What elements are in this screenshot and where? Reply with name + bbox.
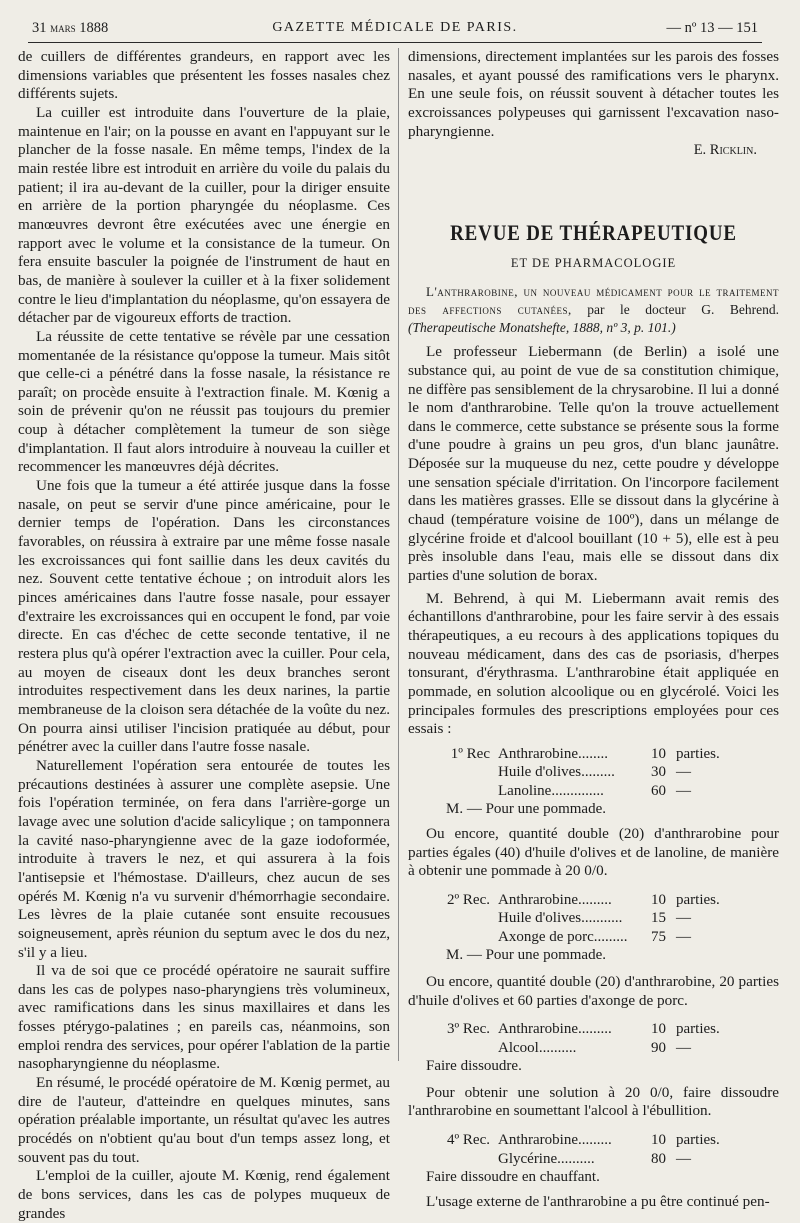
section-subtitle: ET DE PHARMACOLOGIE: [510, 255, 677, 270]
rx-row: Glycérine.......... 80 —: [498, 1150, 691, 1167]
rx-note: Faire dissoudre en chauffant.: [426, 1169, 600, 1186]
paragraph: L'usage externe de l'anthrarobine a pu être continué pen-: [426, 1192, 770, 1210]
rx-row: 1º Rec Anthrarobine........ 10 parties.: [450, 745, 720, 762]
page-header: [28, 8, 762, 43]
paragraph: L'emploi de la cuiller, ajoute M. Kœnig, rend également de bons services, dans les cas de polypes muqueux de grandes: [18, 1167, 390, 1222]
right-column: [408, 48, 779, 1211]
paragraph: La réussite de cette tentative se révèle par une cessation momentanée de la résistance qu'oppose la tumeur. Mais sitôt que celle-ci a pénétré dans la fosse nasale, la résistance re paraît; on procède ensuite à l'extraction finale. M. Kœnig a soin de prévenir qu'on ne réussit pas toujours du premier coup à détacher complètement la tumeur de son siège d'implantation. Il faut alors introduire à nouveau la cuiller et recommencer les manœuvres déjà décrites.: [18, 327, 390, 476]
paragraph: de cuillers de différentes grandeurs, en rapport avec les dimensions variables que présentent les fosses nasales chez différents sujets.: [18, 48, 390, 103]
date-year: 1888: [79, 20, 109, 36]
prescription-3: [408, 1020, 779, 1076]
prescription-4: [408, 1131, 779, 1187]
rx-row: Huile d'olives........... 15 —: [498, 910, 691, 927]
prescription-1: [408, 745, 779, 819]
paragraph: Naturellement l'opération sera entourée de toutes les précautions destinées à assurer une complète asepsie. Une fois l'opération terminée, on fera dans l'arrière-gorge un lavage avec une solution d'acide salicylique ; on tamponnera la cavité naso-pharyngienne avec de la gaze iodoformée, introduite à travers le nez, et qui assurera à la fois l'antisepsie et l'hémostase. D'ailleurs, chez aucun de ses opérés M. Kœnig n'a vu survenir d'hémorrhagie secondaire. Les lèvres de la plaie cutanée sont ensuite recousues soigneusement, après réunion du septum avec le dos du nez, s'il y a lieu.: [18, 756, 390, 961]
rx-row: Alcool.......... 90 —: [498, 1039, 691, 1056]
paragraph: dimensions, directement implantées sur les parois des fosses nasales, et ayant poussé des ramifications vers le pharynx. En une seule fois, on réussit souvent à détacher toutes les excroissances polypeuses qui garnissent l'excavation naso-pharyngienne.: [408, 48, 779, 140]
rx-note: Faire dissoudre.: [426, 1058, 522, 1075]
journal-title: GAZETTE MÉDICALE DE PARIS.: [272, 20, 518, 35]
paragraph: En résumé, le procédé opératoire de M. Kœnig permet, au dire de l'auteur, d'atteindre en quelques minutes, sans opération préalable importante, un résultat qu'avec les autres procédés on n'obtient qu'au bout d'un temps assez long, et souvent pas du tout.: [18, 1074, 390, 1166]
rx-row: 2º Rec. Anthrarobine......... 10 parties.: [447, 891, 720, 908]
paragraph: Une fois que la tumeur a été attirée jusque dans la fosse nasale, on peut se servir d'une pince américaine, pour le dernier temps de l'opération. Dans les circonstances favorables, on réussira à extraire par une même fosse nasale les excroissances qui font saillie dans les deux cavités du nez. Souvent cette tentative échoue ; on introduit alors les pinces américaines dans l'autre fosse nasale, pour essayer d'extraire les excroissances qui en occupent le fond, par voie directe. En cas d'échec de cette seconde tentative, il ne restera plus qu'à opérer l'extraction avec la cuiller. Pour cela, au moyen de ciseaux dont les deux branches seront introduites respectivement dans les deux narines, la partie membraneuse de la cloison sera détachée de la voûte du nez. On pourra ainsi utiliser l'incision pratiquée au début, pour pénétrer avec la cuiller dans l'autre fosse nasale.: [18, 477, 390, 756]
rx-note: M. — Pour une pommade.: [446, 947, 606, 964]
paragraph: La cuiller est introduite dans l'ouverture de la plaie, maintenue en l'air; on la pousse en avant en l'appuyant sur le plancher de la fosse nasale. En même temps, l'index de la main restée libre est introduit en arrière du voile du palais du patient; il ira au-devant de la cuiller, pour la diriger ensuite en arrière de la portion pharyngée du néoplasme. Ces manœuvres devront être exécutées avec une énergie en rapport avec le volume et la consistance de la tumeur. On fera ensuite basculer la poignée de l'instrument de haut en bas, de manière à soulever la cuiller et à la fixer solidement contre le lieu d'implantation du néoplasme, qu'on essayera de détacher par de vigoureux efforts de traction.: [18, 103, 390, 327]
article-source: (Therapeutische Monatshefte, 1888, nº 3, p. 101.): [408, 320, 676, 335]
article-title-main: L'anthrarobine, un nouveau médicament pour le traitement des affections cutanées,: [408, 283, 779, 317]
paragraph: Pour obtenir une solution à 20 0/0, faire dissoudre l'anthrarobine en soumettant l'alcool à l'ébullition.: [408, 1083, 779, 1120]
rx-row: 3º Rec. Anthrarobine......... 10 parties.: [447, 1021, 720, 1038]
paragraph: Il va de soi que ce procédé opératoire ne saurait suffire dans les cas de polypes naso-pharyngiens très volumineux, avec ramifications dans les sinus maxillaires et dans les fosses ptérygo-palatines ; en pareils cas, néanmoins, son emploi rendra des services, pour opérer l'ablation de la partie nasopharyngienne du néoplasme.: [18, 962, 390, 1073]
article-author: par le docteur G. Behrend.: [587, 301, 779, 317]
paragraph: Ou encore, quantité double (20) d'anthrarobine, 20 parties d'huile d'olives et 60 parties d'axonge de porc.: [408, 972, 779, 1009]
rx-row: Huile d'olives......... 30 —: [498, 764, 691, 781]
rx-row: 4º Rec. Anthrarobine......... 10 parties.: [447, 1132, 720, 1149]
column-divider: [398, 48, 399, 1061]
prescription-2: [408, 891, 779, 965]
paragraph: Le professeur Liebermann (de Berlin) a isolé une substance qui, au point de vue de sa constitution chimique, ne diffère pas sensiblement de la chrysarobine. Il lui a donné le nom d'anthrarobine. Telle qu'on la trouve actuellement dans le commerce, cette substance se présente sous la forme d'une poudre à grains un peu gros, d'un blanc jaunâtre. Déposée sur la muqueuse du nez, cette poudre y développe une sensation spéciale d'irritation. On l'incorpore facilement dans les matières grasses. Elle se dissout dans la glycérine à chaud (température voisine de 100º), dans un mélange de glycérine froide et d'alcool bouillant (10 + 5), elle est à peu près insoluble dans l'eau, mais elle se dissout dans dix parties d'une solution de borax.: [408, 343, 779, 585]
paragraph: M. Behrend, à qui M. Liebermann avait remis des échantillons d'anthrarobine, pour les faire servir à des essais thérapeutiques, a eu recours à des applications topiques du nouveau médicament, dans des cas de psoriasis, d'herpes tonsurant, d'érythrasma. L'anthrarobine était appliquée en pommade, en solution alcoolique ou en glycérolé. Voici les principales formules des prescriptions employées pour ces essais :: [408, 589, 779, 738]
section-spacer: [408, 160, 779, 220]
section-title: REVUE DE THÉRAPEUTIQUE: [450, 219, 737, 245]
rx-row: Axonge de porc......... 75 —: [498, 928, 691, 945]
date-day: 31: [32, 20, 47, 36]
author-signature: E. Ricklin.: [693, 142, 757, 159]
rx-note: M. — Pour une pommade.: [446, 801, 606, 818]
left-column: [18, 48, 390, 1223]
paragraph: Ou encore, quantité double (20) d'anthrarobine pour parties égales (40) d'huile d'olives et de lanoline, de manière à obtenir une pommade à 20 0/0.: [408, 824, 779, 880]
page-number: — nº 13 — 151: [666, 20, 758, 36]
article-title: [408, 283, 779, 338]
date-month: mars: [50, 21, 76, 35]
rx-row: Lanoline.............. 60 —: [498, 782, 691, 799]
